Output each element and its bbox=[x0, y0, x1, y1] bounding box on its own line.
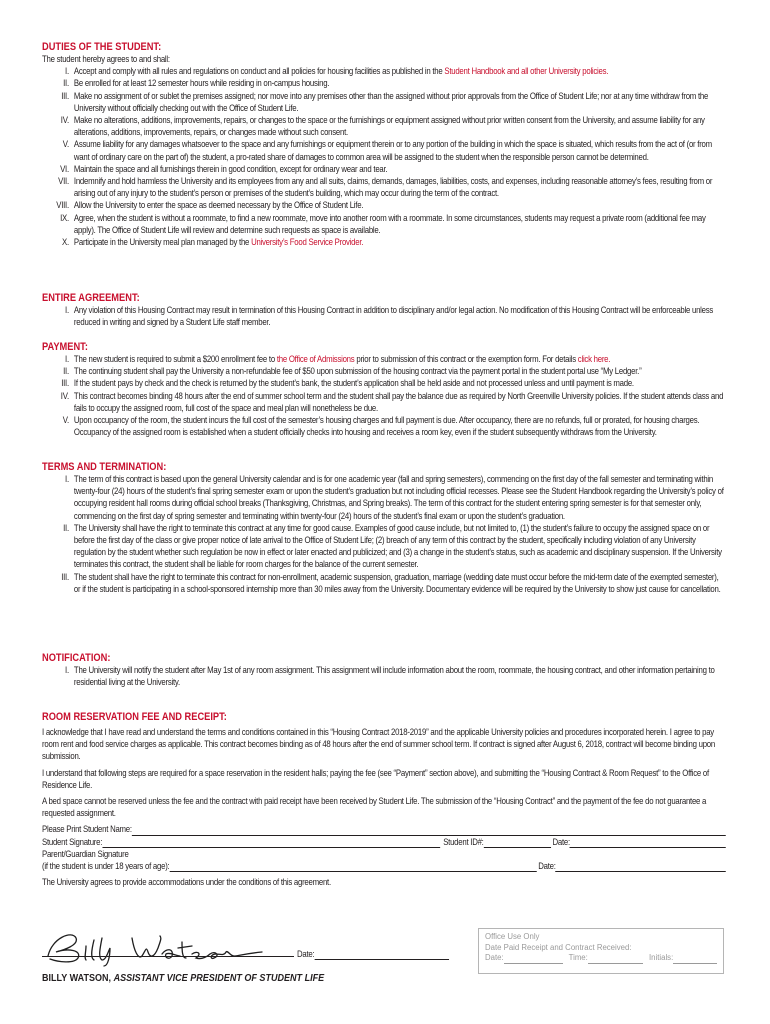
list-item-body: This contract becomes binding 48 hours after the end of summer school term and the student shall pay the balance due as required by North Greenville University policies. If the student attends class and fails to occupy the assigned room, full cost of the space and meal plan will nonetheless be due. bbox=[73, 390, 724, 413]
list-item bbox=[42, 522, 726, 571]
list-item-body: Make no assignment of or sublet the premises assigned; nor move into any premises other than the assigned without prior approvals from the Office of Student Life; nor at any time withdraw from the University without officially checking out with the Office of Student Life. bbox=[73, 90, 709, 113]
list-item-body: Make no alterations, additions, improvements, repairs, or changes to the space or the furnishings or equipment assigned without prior written consent from the University, and assume liability for any alterations, additions, improvements, repairs, or changes made without such consent. bbox=[73, 115, 705, 138]
duties-heading: DUTIES OF THE STUDENT: bbox=[42, 41, 162, 53]
list-item bbox=[42, 175, 726, 199]
duties-intro: The student hereby agrees to and shall: bbox=[42, 54, 170, 64]
agreement-line: The University agrees to provide accommodations under the conditions of this agreement. bbox=[42, 877, 331, 888]
list-item-body: The University will notify the student after May 1st of any room assignment. This assignment will include information about the room, roommate, the housing contract, and other information pertaining to residential living at the University. bbox=[73, 665, 715, 688]
payment-heading: PAYMENT: bbox=[42, 341, 88, 353]
list-item-text bbox=[74, 65, 726, 77]
list-item-body: The University shall have the right to terminate this contract at any time for good cause. Examples of good cause include, but not limited to, (1) the student’s failure to occupy the assigned space on or before the first day of the class or give proper notice of late arrival to the Office of Student Life; (2) breach of any term of this contract by the student, specifically including violation of any University regulation by the student whether such regulation be now in effect or later enacted and publicized; and (3) a change in the student’s status, such as academic and disciplinary suspension. If the University terminates this contract, the student shall be liable for room charges for the balance of the current semester. bbox=[73, 522, 722, 570]
list-item-number: I. bbox=[65, 305, 69, 315]
entire-agreement-list bbox=[42, 304, 726, 328]
office-initials-label: Initials: bbox=[648, 953, 674, 962]
office-date-field[interactable] bbox=[504, 956, 563, 964]
duties-list bbox=[42, 65, 726, 248]
notification-list bbox=[42, 664, 726, 688]
list-item bbox=[42, 377, 726, 389]
parent-label-2: (if the student is under 18 years of age): bbox=[42, 861, 170, 872]
list-item-body: Maintain the space and all furnishings therein in good condition, except for ordinary wear and tear. bbox=[73, 163, 388, 174]
list-item bbox=[42, 390, 726, 414]
room-paragraph-1: I acknowledge that I have read and understand the terms and conditions contained in this “Housing Contract 2018-2019” and the applicable University policies and procedures incorporated herein. I agree to pay room rent and food service charges as applicable. This contract becomes binding as of 48 hours after the end of summer school term. If contract is signed after August 6, 2018, contract will become binding upon submission. bbox=[42, 727, 715, 762]
office-time-label: Time: bbox=[568, 953, 588, 962]
entire-agreement-heading: ENTIRE AGREEMENT: bbox=[42, 292, 140, 304]
list-item bbox=[42, 138, 726, 162]
office-date-label: Date: bbox=[485, 953, 504, 962]
list-item-number: III. bbox=[61, 90, 69, 101]
list-item bbox=[42, 304, 726, 328]
list-item-text bbox=[74, 175, 726, 199]
list-item bbox=[42, 236, 726, 248]
list-item bbox=[42, 77, 726, 89]
official-date-row bbox=[297, 948, 465, 960]
list-item-body: Assume liability for any damages whatsoever to the space and any furnishings or equipment therein or to any portion of the building in which the space is situated, which results from the act of (or from want of ordinary care on the part of) the student, a pro-rated share of damages to common area will be assigned to the student when the responsible person cannot be determined. bbox=[73, 139, 712, 162]
list-item-body: The continuing student shall pay the University a non-refundable fee of $50 upon submission of the housing contract via the payment portal in the student portal use “My Ledger.” bbox=[73, 366, 642, 377]
list-item-text bbox=[74, 414, 726, 438]
print-name-field[interactable] bbox=[132, 826, 726, 836]
list-item-text bbox=[74, 199, 726, 211]
list-item-text bbox=[74, 390, 726, 414]
list-item-number: I. bbox=[65, 354, 69, 364]
list-item-text bbox=[74, 365, 726, 377]
print-name-label: Please Print Student Name: bbox=[42, 824, 132, 835]
list-item-text bbox=[74, 114, 726, 138]
list-item-body: If the student pays by check and the check is returned by the student’s bank, the student’s application shall be held aside and not processed unless and until payment is made. bbox=[73, 378, 634, 389]
list-item-link[interactable]: University’s Food Service Provider. bbox=[251, 237, 364, 248]
room-paragraph-2: I understand that following steps are required for a space reservation in the resident halls; paying the fee (see “Payment” section above), and submitting the “Housing Contract & Room Request” to the Office of Residence Life. bbox=[42, 767, 709, 790]
list-item-number: X. bbox=[62, 237, 69, 248]
list-item-text bbox=[74, 522, 726, 571]
office-initials-field[interactable] bbox=[673, 956, 717, 964]
list-item-text bbox=[74, 90, 726, 114]
official-date-label: Date: bbox=[297, 949, 315, 959]
terms-list bbox=[42, 473, 726, 595]
signer-title: ASSISTANT VICE PRESIDENT OF STUDENT LIFE bbox=[113, 972, 325, 984]
student-signature-label: Student Signature: bbox=[42, 836, 103, 847]
list-item-text bbox=[74, 77, 726, 89]
list-item-body: Accept and comply with all rules and regulations on conduct and all policies for housing facilities as published in the bbox=[73, 66, 445, 77]
list-item-number: IV. bbox=[60, 115, 69, 126]
duties-section bbox=[42, 41, 726, 248]
list-item bbox=[42, 473, 726, 522]
student-id-field[interactable] bbox=[484, 838, 551, 848]
list-item-number: I. bbox=[65, 474, 69, 484]
student-id-label: Student ID#: bbox=[443, 836, 484, 847]
payment-section bbox=[42, 341, 726, 438]
list-item-body: The new student is required to submit a $200 enrollment fee to bbox=[73, 354, 277, 364]
room-paragraph-3: A bed space cannot be reserved unless the fee and the contract with paid receipt have been received by Student Life. The submission of the “Housing Contract” and the payment of the fee do not guarantee a requested assignment. bbox=[42, 796, 707, 819]
list-item-text bbox=[74, 304, 726, 328]
list-item-number: VI. bbox=[60, 163, 69, 174]
list-item bbox=[42, 114, 726, 138]
office-use-fields bbox=[485, 953, 717, 964]
list-item bbox=[42, 65, 726, 77]
list-item-text bbox=[74, 664, 726, 688]
signer-name: BILLY WATSON, bbox=[42, 972, 112, 984]
list-item-body: Agree, when the student is without a roommate, to find a new roommate, move into another room with a roommate. In some circumstances, students may request a private room (additional fee may apply). The Office of Student Life will review and determine such requests as space is available. bbox=[73, 212, 706, 235]
terms-section bbox=[42, 461, 726, 595]
print-name-row bbox=[42, 823, 726, 835]
payment-list bbox=[42, 353, 726, 438]
room-reservation-heading: ROOM RESERVATION FEE AND RECEIPT: bbox=[42, 711, 227, 723]
list-item-body: Upon occupancy of the room, the student incurs the full cost of the semester’s housing charges and full payment is due. After occupancy, there are no refunds, full or prorated, for housing charges. Occupancy of the assigned room is established when a student officially checks into housing and receives a room key, even if the student subsequently withdraws from the University. bbox=[73, 415, 700, 438]
list-item-body: The student shall have the right to terminate this contract for non-enrollment, academic suspension, graduation, marriage (wedding date must occur before the mid-term date of the exempted semester), or if the student is participating in a school-sponsored internship more than 30 miles away from the University. Documentary evidence will be required by the University to show just cause for cancellation. bbox=[73, 571, 721, 594]
student-date-field[interactable] bbox=[570, 838, 726, 848]
list-item bbox=[42, 212, 726, 236]
office-use-title: Office Use Only bbox=[485, 932, 540, 941]
parent-signature-field[interactable] bbox=[169, 862, 536, 872]
click-here-link[interactable]: click here. bbox=[577, 354, 611, 364]
office-time-field[interactable] bbox=[588, 956, 643, 964]
list-item-text bbox=[74, 138, 726, 162]
list-item-number: II. bbox=[63, 366, 69, 377]
list-item-text bbox=[74, 163, 726, 175]
official-date-field[interactable] bbox=[314, 950, 448, 960]
list-item-number: II. bbox=[63, 78, 69, 89]
parent-label-1: Parent/Guardian Signature bbox=[42, 848, 129, 859]
signer-name-title bbox=[42, 972, 324, 984]
list-item-body: Be enrolled for at least 12 semester hours while residing in on-campus housing. bbox=[73, 78, 330, 89]
entire-agreement-section bbox=[42, 292, 726, 328]
list-item bbox=[42, 163, 726, 175]
list-item-text bbox=[74, 473, 726, 522]
list-item-body: Indemnify and hold harmless the University and its employees from any and all suits, claims, demands, damages, liabilities, costs, and expenses, including reasonable attorney’s fees, resulting from or arising out of any injury to the student’s person or premises of the student’s building, which may occur during the term of the contract. bbox=[73, 176, 713, 199]
room-reservation-section bbox=[42, 711, 726, 888]
official-signature-line[interactable] bbox=[42, 956, 294, 957]
list-item-link[interactable]: the Office of Admissions bbox=[276, 354, 355, 364]
parent-date-label: Date: bbox=[538, 861, 556, 872]
list-item bbox=[42, 571, 726, 595]
list-item-link[interactable]: Student Handbook and all other University policies. bbox=[444, 66, 609, 77]
list-item-number: II. bbox=[63, 522, 69, 533]
list-item bbox=[42, 353, 726, 365]
list-item-body-cont: prior to submission of this contract or the exemption form. For details bbox=[354, 354, 578, 364]
list-item-body: Participate in the University meal plan managed by the bbox=[73, 237, 252, 248]
list-item bbox=[42, 199, 726, 211]
list-item-body: Allow the University to enter the space as deemed necessary by the Office of Student Life. bbox=[73, 200, 364, 211]
list-item-number: III. bbox=[61, 378, 69, 389]
list-item-number: I. bbox=[65, 66, 69, 77]
list-item-body: Any violation of this Housing Contract may result in termination of this Housing Contract in addition to disciplinary and/or legal action. No modification of this Housing Contract will be enforceable unless reduced in writing and signed by a Student Life staff member. bbox=[73, 305, 714, 328]
terms-heading: TERMS AND TERMINATION: bbox=[42, 461, 167, 473]
list-item bbox=[42, 664, 726, 688]
list-item-text bbox=[74, 236, 726, 248]
list-item-text bbox=[74, 571, 726, 595]
student-signature-field[interactable] bbox=[102, 838, 440, 848]
list-item-number: IX. bbox=[60, 212, 69, 223]
signoff-section bbox=[42, 926, 726, 1021]
student-date-label: Date: bbox=[552, 836, 570, 847]
notification-heading: NOTIFICATION: bbox=[42, 652, 111, 664]
list-item-text bbox=[74, 353, 726, 365]
list-item-number: III. bbox=[61, 571, 69, 582]
list-item-number: VII. bbox=[58, 176, 69, 187]
parent-date-field[interactable] bbox=[556, 862, 726, 872]
list-item-text bbox=[74, 212, 726, 236]
list-item bbox=[42, 365, 726, 377]
list-item-number: I. bbox=[65, 665, 69, 675]
list-item-body: The term of this contract is based upon the general University calendar and is for one academic year (fall and spring semesters), commencing on the first day of the fall semester and terminating within twenty-four (24) hours of the student’s final spring semester exam or upon the student’s graduation but not including official recesses. Please see the Student Handbook regarding the University’s policy of occupying resident hall rooms during official school breaks (Thanksgiving, Christmas, and Spring breaks). The term of this contract for the student entering spring semester is for that semester only, commencing on the first day of spring semester and terminating within twenty-four (24) hours of the student’s final exam or upon the student’s graduation. bbox=[73, 474, 724, 521]
list-item-number: VIII. bbox=[56, 200, 69, 211]
list-item-number: V. bbox=[62, 415, 69, 426]
notification-section bbox=[42, 652, 726, 688]
list-item bbox=[42, 414, 726, 438]
handwritten-signature bbox=[42, 926, 302, 970]
list-item-text bbox=[74, 377, 726, 389]
list-item-number: V. bbox=[62, 139, 69, 150]
office-use-box bbox=[478, 928, 724, 974]
parent-signature-row bbox=[42, 860, 726, 872]
list-item-number: IV. bbox=[60, 390, 69, 401]
student-signature-row bbox=[42, 836, 726, 848]
office-use-received-label: Date Paid Receipt and Contract Received: bbox=[485, 942, 632, 952]
list-item bbox=[42, 90, 726, 114]
